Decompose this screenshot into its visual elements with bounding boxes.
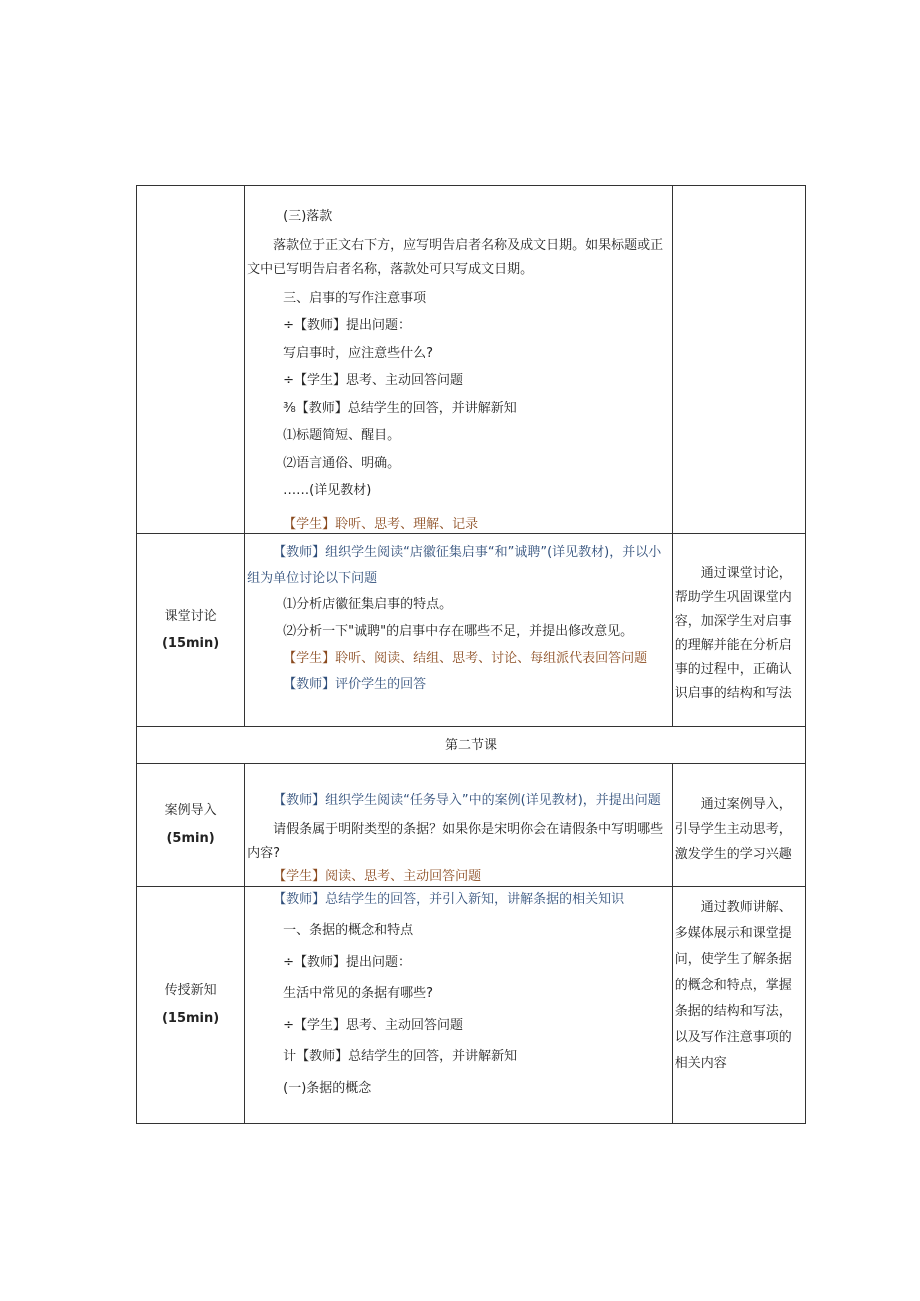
step-time: (5min) bbox=[166, 831, 215, 847]
content-line: ÷【教师】提出问题： bbox=[283, 318, 412, 334]
lesson-plan-table bbox=[136, 185, 806, 1124]
section-row bbox=[137, 727, 806, 764]
content-line: 落款位于正文右下方，应写明告启者名称及成文日期。如果标题或正文中已写明告启者名称，落款处可只写成文日期。 bbox=[247, 237, 664, 277]
teacher-line: 【教师】组织学生阅读“任务导入”中的案例(详见教材)，并提出问题 bbox=[273, 793, 661, 809]
content-line: ……(详见教材) bbox=[283, 483, 372, 499]
content-line: ⅜【教师】总结学生的回答，并讲解新知 bbox=[283, 400, 517, 416]
table-row bbox=[137, 764, 806, 886]
content-line: 请假条属于明附类型的条据？如果你是宋明你会在请假条中写明哪些内容? bbox=[247, 822, 664, 862]
note-cell bbox=[672, 886, 805, 1123]
content-line: ÷【学生】思考、主动回答问题 bbox=[283, 373, 464, 389]
content-line: ⑴标题简短、醒目。 bbox=[283, 428, 401, 444]
content-line: 一、条据的概念和特点 bbox=[283, 923, 414, 939]
label-cell bbox=[137, 534, 245, 727]
table-row bbox=[137, 534, 806, 727]
step-label: 案例导入 bbox=[164, 803, 217, 819]
content-line: 计【教师】总结学生的回答，并讲解新知 bbox=[283, 1049, 518, 1065]
content-line: (一)条据的概念 bbox=[283, 1080, 372, 1096]
label-cell bbox=[137, 764, 245, 886]
step-label: 课堂讨论 bbox=[164, 608, 217, 624]
table-row bbox=[137, 186, 806, 534]
content-line: (三)落款 bbox=[283, 209, 333, 224]
label-cell-empty bbox=[137, 186, 245, 534]
content-cell bbox=[245, 186, 673, 534]
teacher-line: 【教师】组织学生阅读“店徽征集启事“和”诚聘”(详见教材)，并以小组为单位讨论以下问题 bbox=[247, 545, 662, 587]
purpose-note: 通过教师讲解、多媒体展示和课堂提问，使学生了解条据的概念和特点，掌握条据的结构和写法，以及写作注意事项的相关内容 bbox=[674, 899, 792, 1071]
content-line: ÷【学生】思考、主动回答问题 bbox=[283, 1017, 464, 1033]
note-cell bbox=[672, 764, 805, 886]
teacher-line: 【教师】总结学生的回答，并引入新知，讲解条据的相关知识 bbox=[273, 891, 625, 907]
content-cell bbox=[245, 764, 673, 886]
content-line: ⑵语言通俗、明确。 bbox=[283, 455, 401, 471]
content-line: ⑴分析店徽征集启事的特点。 bbox=[283, 597, 453, 613]
content-cell bbox=[245, 534, 673, 727]
content-line: ⑵分析一下"诚聘"的启事中存在哪些不足，并提出修改意见。 bbox=[283, 624, 634, 640]
table-row bbox=[137, 886, 806, 1123]
teacher-line: 【教师】评价学生的回答 bbox=[283, 677, 427, 693]
label-cell bbox=[137, 886, 245, 1123]
step-time: (15min) bbox=[161, 636, 220, 652]
content-line: 生活中常见的条据有哪些? bbox=[283, 986, 434, 1002]
step-label: 传授新知 bbox=[164, 983, 217, 999]
note-cell-empty bbox=[672, 186, 805, 534]
purpose-note: 通过课堂讨论，帮助学生巩固课堂内容，加深学生对启事的理解并能在分析启事的过程中，正确认识启事的结构和写法 bbox=[674, 566, 792, 702]
step-time: (15min) bbox=[161, 1010, 220, 1026]
content-cell bbox=[245, 886, 673, 1123]
section-title: 第二节课 bbox=[137, 727, 806, 764]
student-line: 【学生】聆听、阅读、结组、思考、讨论、每组派代表回答问题 bbox=[283, 650, 648, 666]
content-line: ÷【教师】提出问题： bbox=[283, 954, 412, 970]
student-line: 【学生】阅读、思考、主动回答问题 bbox=[273, 869, 482, 885]
note-cell bbox=[672, 534, 805, 727]
student-line: 【学生】聆听、思考、理解、记录 bbox=[283, 516, 479, 532]
purpose-note: 通过案例导入，引导学生主动思考，激发学生的学习兴趣 bbox=[674, 797, 792, 863]
content-line: 写启事时，应注意些什么? bbox=[283, 345, 434, 361]
content-line: 三、启事的写作注意事项 bbox=[283, 290, 427, 306]
